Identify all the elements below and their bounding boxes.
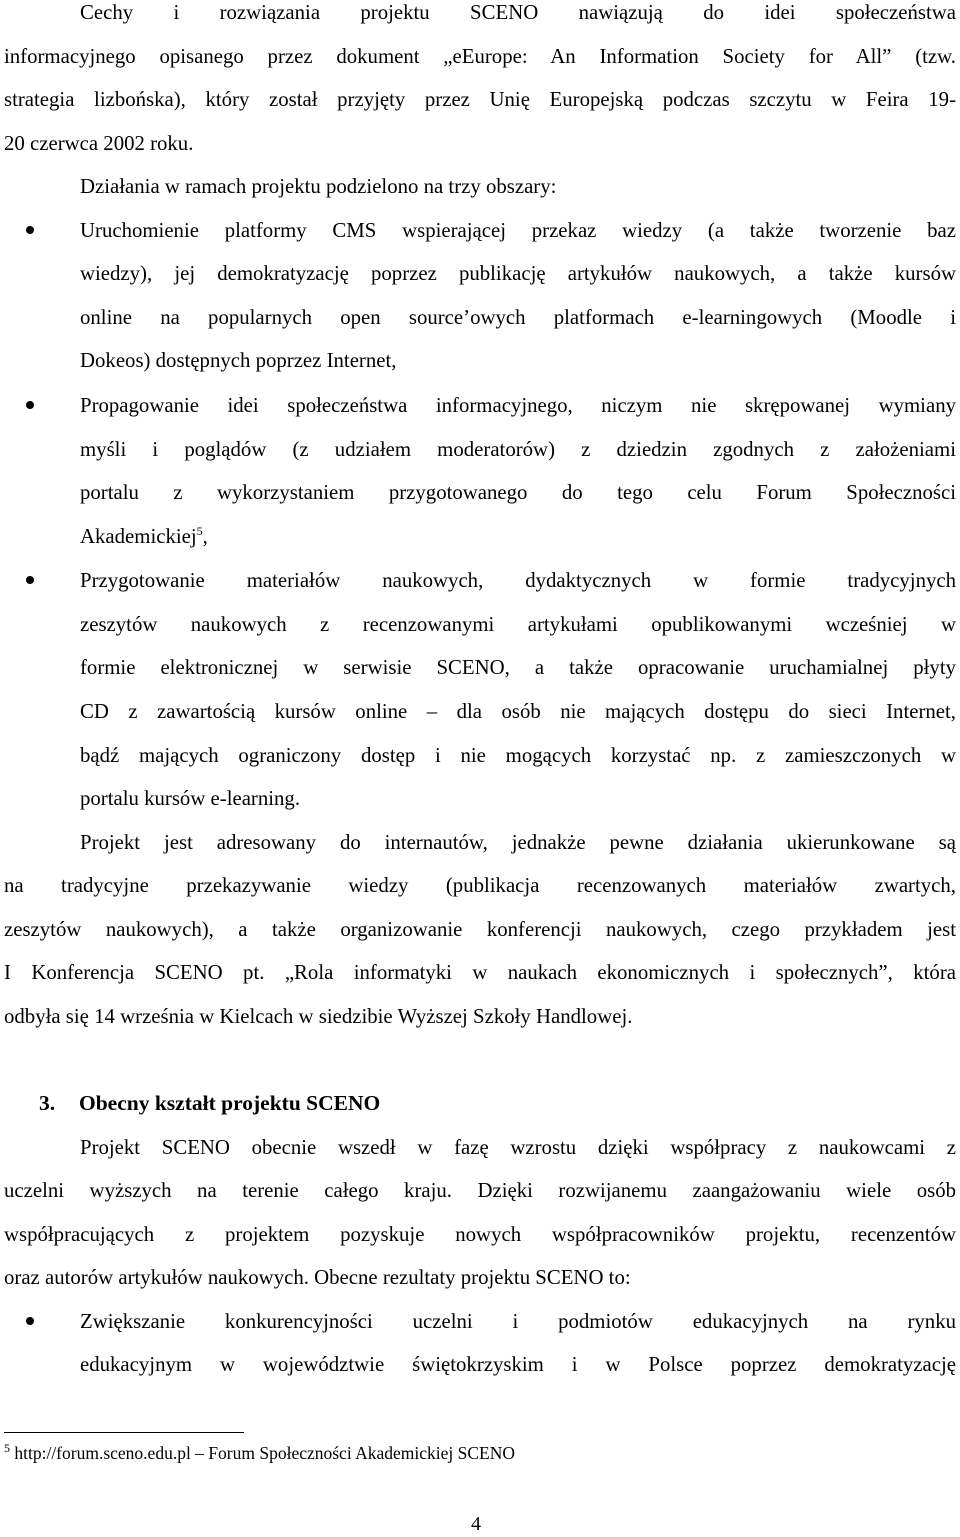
text-span: Akademickiej	[80, 525, 197, 548]
bullet-icon	[26, 576, 34, 584]
bullet-icon	[26, 1317, 34, 1325]
page-number: 4	[471, 1513, 481, 1535]
text-line: oraz autorów artykułów naukowych. Obecne rezultaty projektu SCENO to:	[4, 1266, 631, 1289]
text-line: 20 czerwca 2002 roku.	[4, 132, 194, 155]
text-line: współpracujących z projektem pozyskuje nowych współpracowników projektu, recenzentów	[4, 1223, 956, 1246]
text-span: ,	[202, 525, 208, 548]
text-line: na tradycyjne przekazywanie wiedzy (publikacja recenzowanych materiałów zwartych,	[4, 874, 956, 897]
text-line: bądź mających ograniczony dostęp i nie mogących korzystać np. z zamieszczonych w	[80, 744, 956, 767]
text-line: portalu kursów e-learning.	[80, 787, 301, 810]
footnote-text: http://forum.sceno.edu.pl – Forum Społeczności Akademickiej SCENO	[14, 1443, 515, 1463]
text-line: Dokeos) dostępnych poprzez Internet,	[80, 349, 397, 372]
text-line: Projekt SCENO obecnie wszedł w fazę wzrostu dzięki współpracy z naukowcami z	[80, 1136, 956, 1159]
text-line: I Konferencja SCENO pt. „Rola informatyki w naukach ekonomicznych i społecznych”, która	[4, 961, 956, 984]
text-line: wiedzy), jej demokratyzację poprzez publikację artykułów naukowych, a także kursów	[80, 262, 956, 285]
section-heading	[39, 1090, 380, 1116]
text-line: Przygotowanie materiałów naukowych, dydaktycznych w formie tradycyjnych	[80, 569, 956, 592]
footnote-ref: 5	[196, 524, 203, 539]
text-line: myśli i poglądów (z udziałem moderatorów) z dziedzin zgodnych z założeniami	[80, 438, 956, 461]
text-line: Zwiększanie konkurencyjności uczelni i podmiotów edukacyjnych na rynku	[80, 1310, 956, 1333]
text-line: zeszytów naukowych z recenzowanymi artykułami opublikowanymi wcześniej w	[80, 613, 956, 636]
areas-intro: Działania w ramach projektu podzielono na trzy obszary:	[80, 175, 557, 198]
text-line: zeszytów naukowych), a także organizowanie konferencji naukowych, czego przykładem jest	[4, 918, 956, 941]
text-line: uczelni wyższych na terenie całego kraju. Dzięki rozwijanemu zaangażowaniu wiele osób	[4, 1179, 956, 1202]
bullet-icon	[26, 226, 34, 234]
section-title: Obecny kształt projektu SCENO	[79, 1091, 381, 1115]
text-line: Projekt jest adresowany do internautów, jednakże pewne działania ukierunkowane są	[80, 831, 956, 854]
text-line: CD z zawartością kursów online – dla osób nie mających dostępu do sieci Internet,	[80, 700, 956, 723]
text-line: Cechy i rozwiązania projektu SCENO nawiązują do idei społeczeństwa	[80, 1, 956, 24]
footnote-separator	[4, 1432, 244, 1433]
text-line: odbyła się 14 września w Kielcach w siedzibie Wyższej Szkoły Handlowej.	[4, 1005, 633, 1028]
text-line: strategia lizbońska), który został przyjęty przez Unię Europejską podczas szczytu w Feira 19-	[4, 88, 956, 111]
section-number: 3.	[39, 1091, 56, 1115]
text-line: Uruchomienie platformy CMS wspierającej przekaz wiedzy (a także tworzenie baz	[80, 219, 956, 242]
footnote-number: 5	[4, 1441, 10, 1456]
text-line: Propagowanie idei społeczeństwa informacyjnego, niczym nie skrępowanej wymiany	[80, 394, 956, 417]
text-line: formie elektronicznej w serwisie SCENO, a także opracowanie uruchamialnej płyty	[80, 656, 956, 679]
text-line: portalu z wykorzystaniem przygotowanego do tego celu Forum Społeczności	[80, 481, 956, 504]
text-line	[80, 524, 208, 550]
bullet-icon	[26, 401, 34, 409]
footnote	[4, 1442, 515, 1464]
text-line: online na popularnych open source’owych platformach e-learningowych (Moodle i	[80, 306, 956, 329]
text-line: edukacyjnym w województwie świętokrzyskim i w Polsce poprzez demokratyzację	[80, 1353, 956, 1376]
text-line: informacyjnego opisanego przez dokument „eEurope: An Information Society for All” (tzw.	[4, 45, 956, 68]
